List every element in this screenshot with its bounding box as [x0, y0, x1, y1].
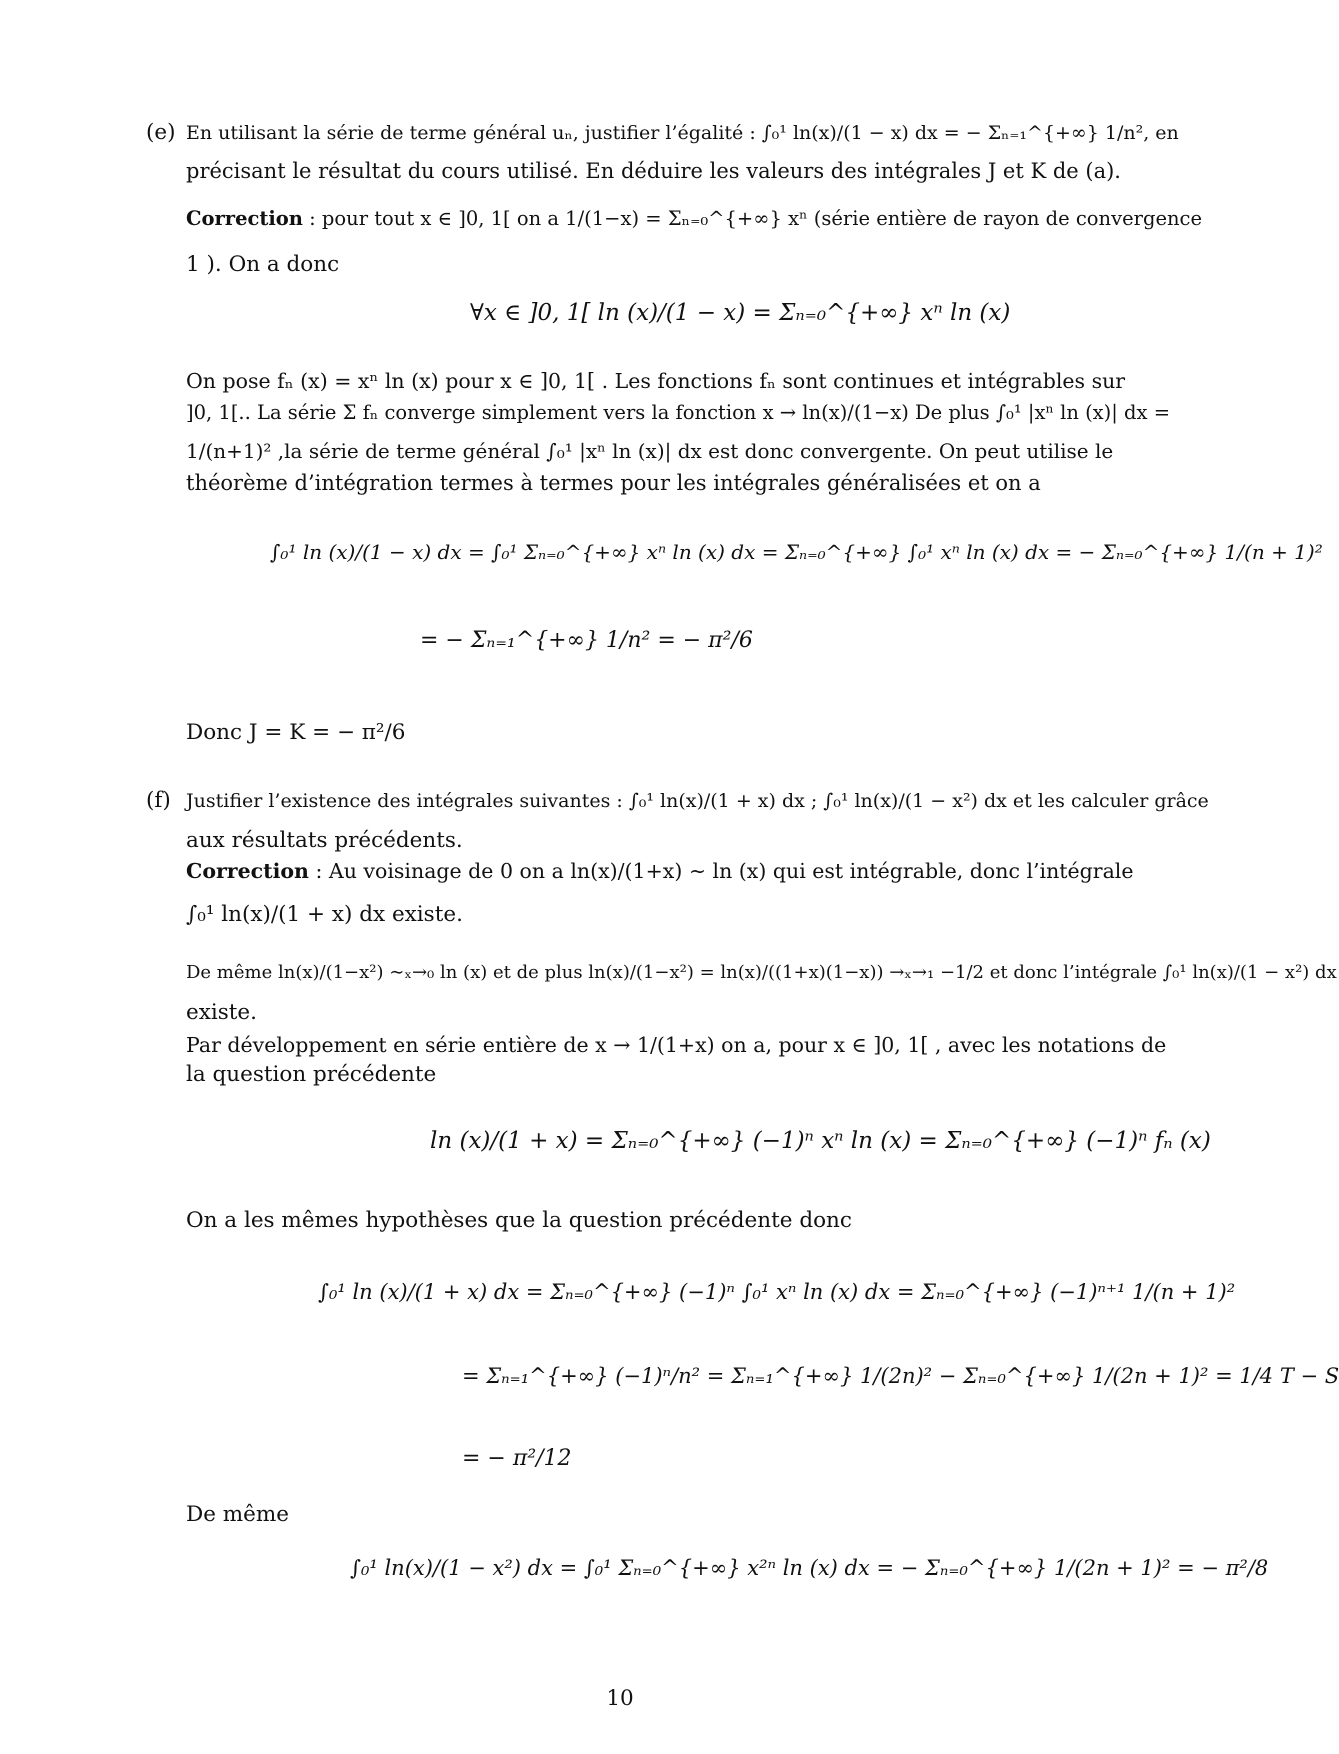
hypotheses-f: On a les mêmes hypothèses que la question précédente donc — [186, 1208, 852, 1233]
equation-f3: ln (x)/(1 + x) = Σₙ₌₀^{+∞} (−1)ⁿ xⁿ ln (x) = Σₙ₌₀^{+∞} (−1)ⁿ fₙ (x) — [430, 1128, 1211, 1154]
para-e-line4: théorème d’intégration termes à termes pour les intégrales généralisées et on a — [186, 471, 1041, 495]
correction-f-text: : Au voisinage de 0 on a ln(x)/(1+x) ∼ ln (x) qui est intégrable, donc l’intégrale — [315, 859, 1134, 883]
correction-label: Correction — [186, 207, 303, 230]
correction-f-line1 — [186, 856, 1134, 886]
dev-f-line1: Par développement en série entière de x → 1/(1+x) on a, pour x ∈ ]0, 1[ , avec les notations de — [186, 1033, 1167, 1057]
conclusion-e: Donc J = K = − π²/6 — [186, 720, 406, 745]
correction-e-line1 — [186, 204, 1202, 234]
same-f-line2: existe. — [186, 1000, 257, 1025]
question-e-line2: précisant le résultat du cours utilisé. En déduire les valeurs des intégrales J et K de (a). — [186, 159, 1121, 183]
para-e-line2: ]0, 1[.. La série Σ fₙ converge simplement vers la fonction x → ln(x)/(1−x) De plus ∫₀¹ |xⁿ ln (x)| dx = — [186, 401, 1171, 424]
correction-f-line2: ∫₀¹ ln(x)/(1 + x) dx existe. — [186, 902, 463, 927]
para-e-line3: 1/(n+1)² ,la série de terme général ∫₀¹ |xⁿ ln (x)| dx est donc convergente. On peut utilise le — [186, 439, 1114, 463]
equation-f4-line3: = − π²/12 — [462, 1446, 572, 1471]
page-number: 10 — [606, 1686, 634, 1711]
same-f2: De même — [186, 1502, 290, 1527]
equation-f4-line1: ∫₀¹ ln (x)/(1 + x) dx = Σₙ₌₀^{+∞} (−1)ⁿ ∫₀¹ xⁿ ln (x) dx = Σₙ₌₀^{+∞} (−1)ⁿ⁺¹ 1/(n + 1)² — [318, 1280, 1236, 1304]
equation-f4-line2: = Σₙ₌₁^{+∞} (−1)ⁿ/n² = Σₙ₌₁^{+∞} 1/(2n)² − Σₙ₌₀^{+∞} 1/(2n + 1)² = 1/4 T − S — [462, 1364, 1339, 1388]
equation-e2-line1: ∫₀¹ ln (x)/(1 − x) dx = ∫₀¹ Σₙ₌₀^{+∞} xⁿ ln (x) dx = Σₙ₌₀^{+∞} ∫₀¹ xⁿ ln (x) dx = − Σₙ₌₀^{+∞} 1/(n + 1)² — [270, 540, 1323, 564]
correction-label: Correction — [186, 859, 309, 883]
equation-f5: ∫₀¹ ln(x)/(1 − x²) dx = ∫₀¹ Σₙ₌₀^{+∞} x²ⁿ ln (x) dx = − Σₙ₌₀^{+∞} 1/(2n + 1)² = − π²/8 — [350, 1556, 1269, 1580]
item-label-e: (e) — [146, 120, 176, 145]
dev-f-line2: la question précédente — [186, 1062, 437, 1087]
equation-e2-line2: = − Σₙ₌₁^{+∞} 1/n² = − π²/6 — [420, 628, 753, 653]
question-f-line2: aux résultats précédents. — [186, 828, 463, 853]
correction-e-text: : pour tout x ∈ ]0, 1[ on a 1/(1−x) = Σₙ₌₀^{+∞} xⁿ (série entière de rayon de convergence — [309, 207, 1203, 230]
question-e-line1: En utilisant la série de terme général uₙ, justifier l’égalité : ∫₀¹ ln(x)/(1 − x) dx = − Σₙ₌₁^{+∞} 1/n², en — [186, 122, 1179, 144]
para-e-line1: On pose fₙ (x) = xⁿ ln (x) pour x ∈ ]0, 1[ . Les fonctions fₙ sont continues et intégrables sur — [186, 369, 1126, 393]
correction-e-line2: 1 ). On a donc — [186, 252, 340, 277]
equation-e1: ∀x ∈ ]0, 1[ ln (x)/(1 − x) = Σₙ₌₀^{+∞} xⁿ ln (x) — [470, 300, 1011, 326]
item-label-f: (f) — [146, 788, 171, 813]
same-f-line1: De même ln(x)/(1−x²) ∼ₓ→₀ ln (x) et de plus ln(x)/(1−x²) = ln(x)/((1+x)(1−x)) →ₓ→₁ −1/2 et donc l’intégrale ∫₀¹ ln(x)/(1 − x²) dx — [186, 962, 1337, 983]
question-f-line1: Justifier l’existence des intégrales suivantes : ∫₀¹ ln(x)/(1 + x) dx ; ∫₀¹ ln(x)/(1 − x²) dx et les calculer grâce — [186, 790, 1209, 812]
